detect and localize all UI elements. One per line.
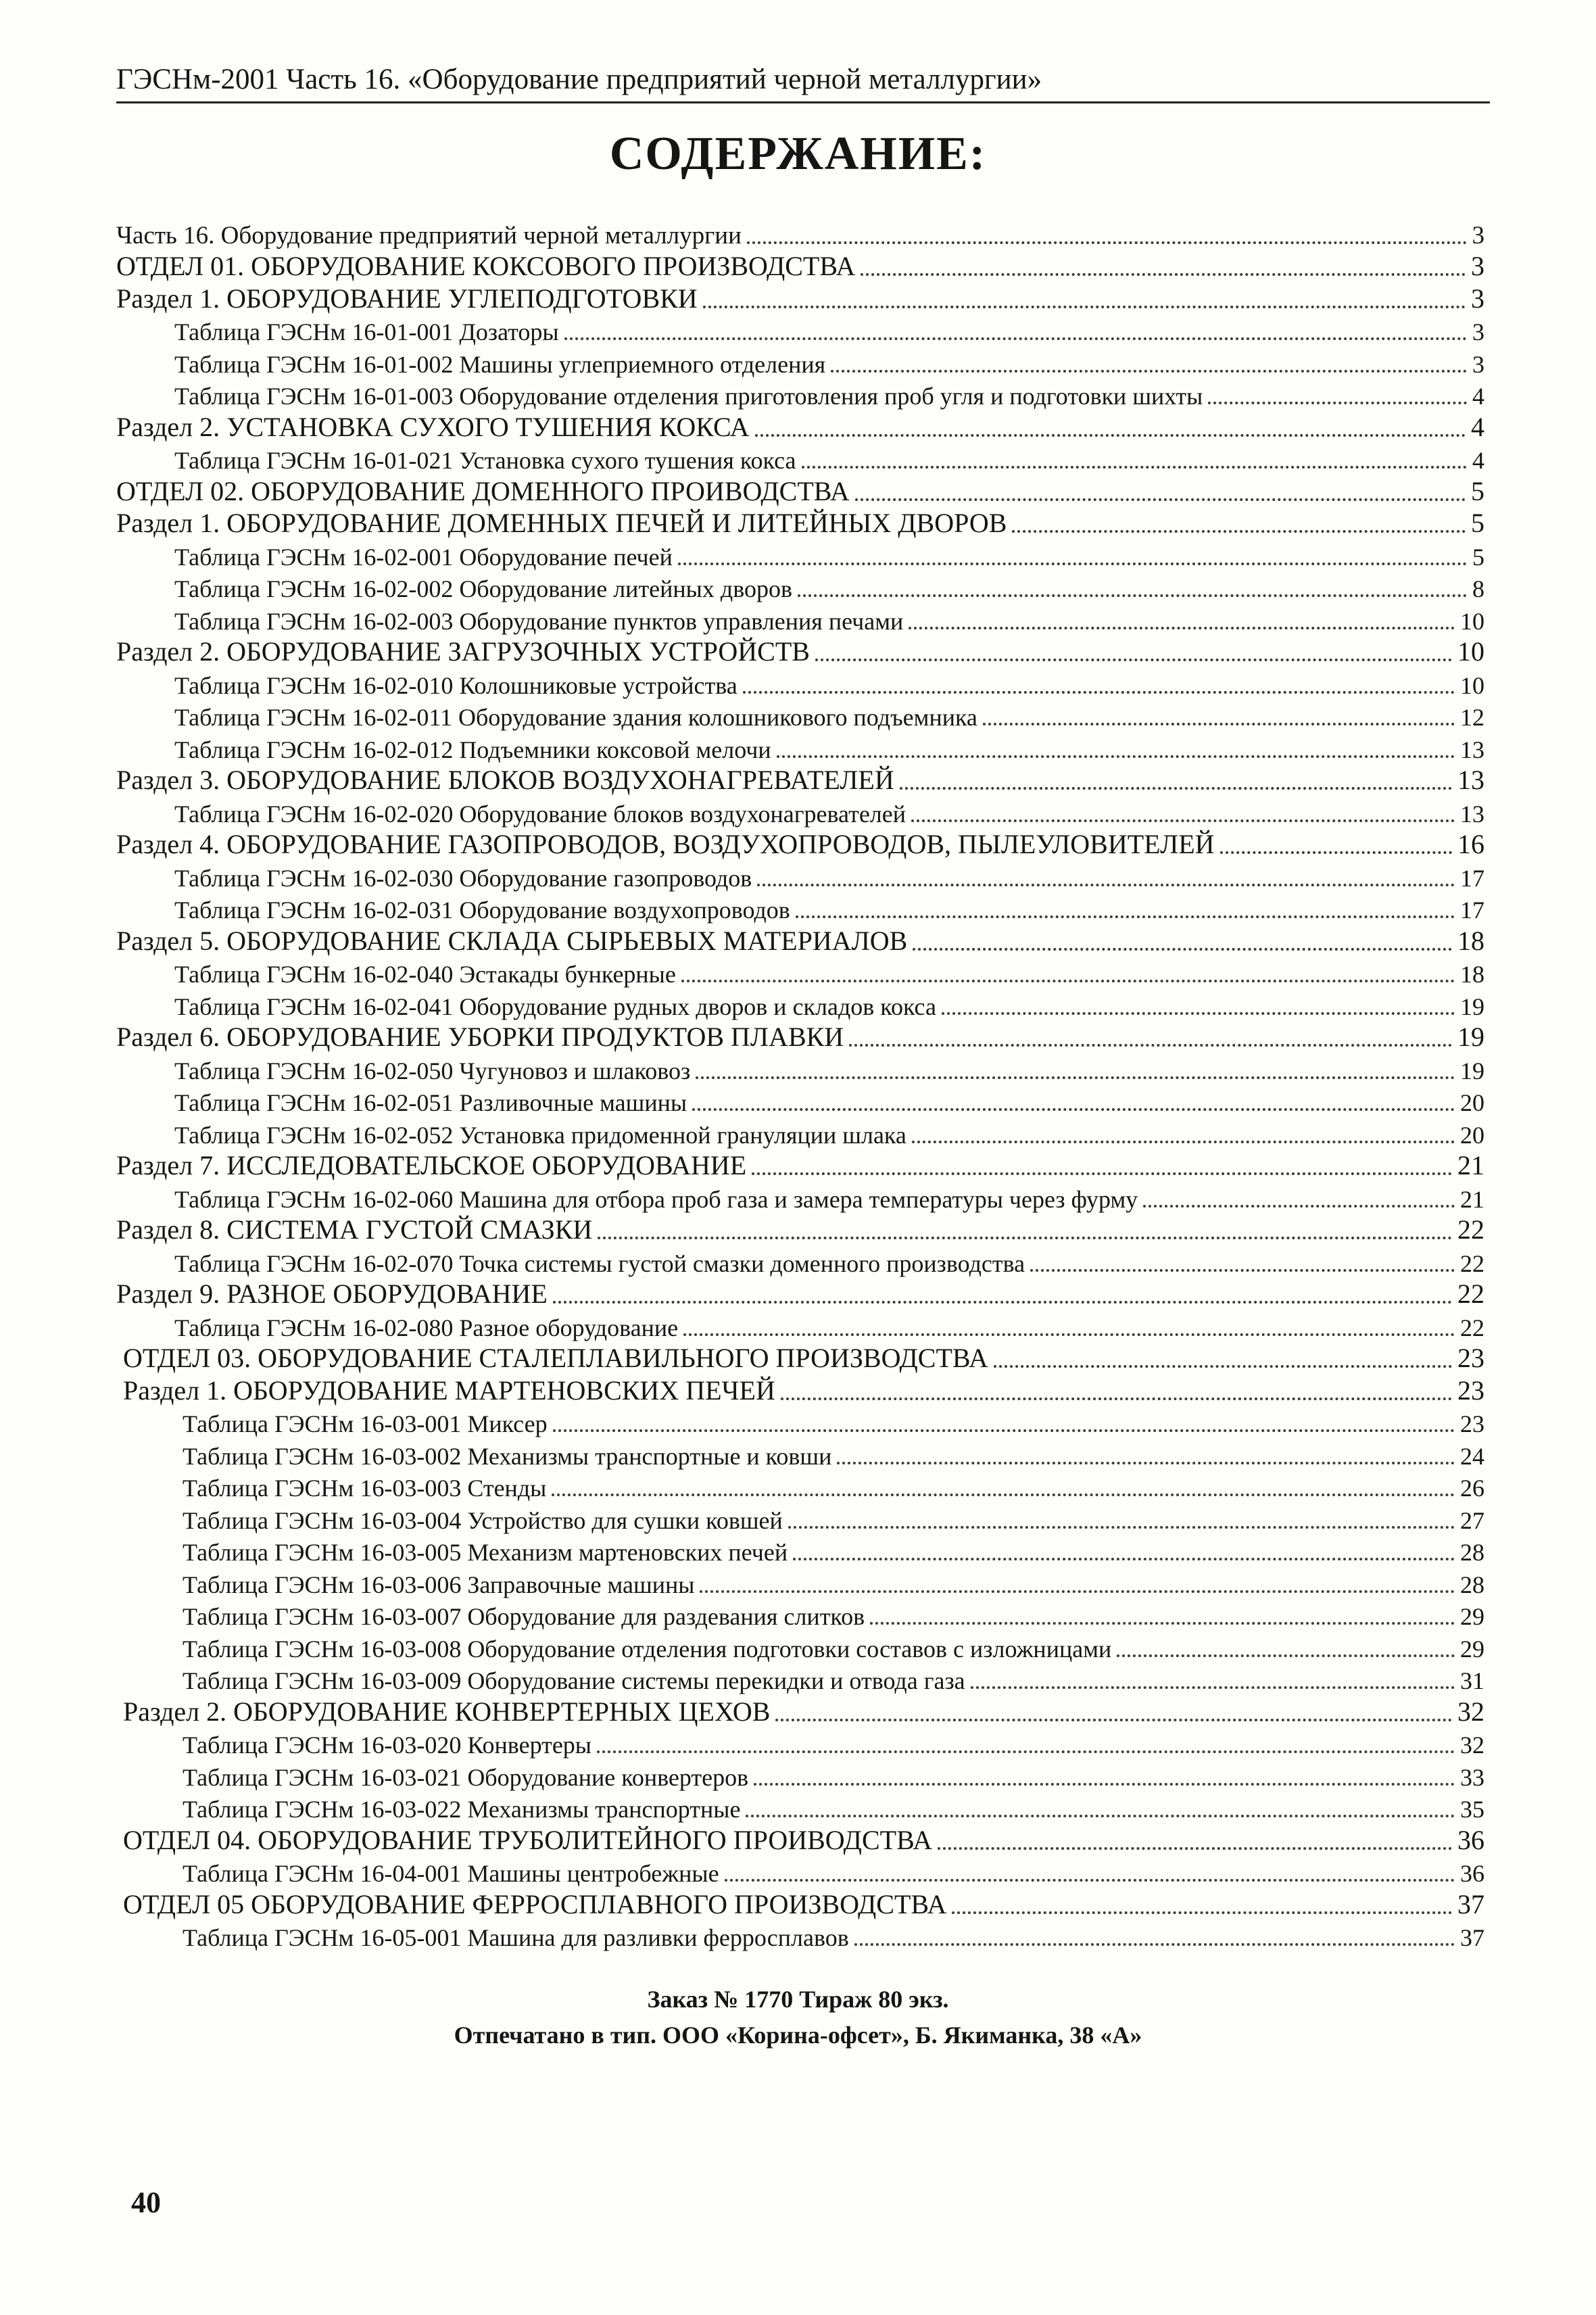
toc-entry xyxy=(123,1823,1484,1856)
toc-entry xyxy=(183,1856,1484,1888)
toc-entry-title: Таблица ГЭСНм 16-01-003 Оборудование отделения приготовления проб угля и подготовки шихты xyxy=(174,383,1203,410)
toc-leader-dots xyxy=(597,1750,1455,1753)
toc-entry-page: 32 xyxy=(1460,1732,1484,1759)
toc-entry xyxy=(183,1406,1484,1439)
toc-entry-title: Раздел 7. ИССЛЕДОВАТЕЛЬСКОЕ ОБОРУДОВАНИЕ xyxy=(116,1150,747,1180)
toc-leader-dots xyxy=(870,1622,1455,1625)
toc-entry-page: 13 xyxy=(1460,800,1484,828)
toc-entry-page: 5 xyxy=(1471,508,1484,538)
toc-entry xyxy=(116,410,1484,443)
toc-entry xyxy=(116,1021,1484,1053)
toc-entry-page: 28 xyxy=(1460,1571,1484,1598)
toc-entry-title: Таблица ГЭСНм 16-02-011 Оборудование здания колошникового подъемника xyxy=(174,704,977,731)
toc-leader-dots xyxy=(994,1365,1452,1368)
toc-entry xyxy=(123,1888,1484,1920)
toc-entry-page: 22 xyxy=(1457,1214,1484,1245)
toc-entry xyxy=(174,1245,1484,1278)
toc-entry-page: 20 xyxy=(1460,1121,1484,1149)
toc-leader-dots xyxy=(802,466,1468,469)
toc-entry-page: 13 xyxy=(1457,765,1484,795)
toc-entry-title: Таблица ГЭСНм 16-03-009 Оборудование системы перекидки и отвода газа xyxy=(183,1667,965,1694)
toc-entry-title: Таблица ГЭСНм 16-03-022 Механизмы транспортные xyxy=(183,1796,741,1823)
toc-entry xyxy=(174,314,1484,347)
toc-leader-dots xyxy=(743,691,1455,694)
toc-entry xyxy=(174,571,1484,604)
toc-entry-page: 36 xyxy=(1457,1824,1484,1855)
toc-entry-page: 28 xyxy=(1460,1539,1484,1566)
toc-entry-page: 10 xyxy=(1460,671,1484,699)
toc-leader-dots xyxy=(678,563,1467,565)
toc-leader-dots xyxy=(552,1494,1455,1496)
toc-entry xyxy=(116,828,1484,861)
toc-entry-page: 4 xyxy=(1472,447,1484,474)
toc-leader-dots xyxy=(564,337,1467,340)
toc-leader-dots xyxy=(938,1847,1452,1850)
toc-entry xyxy=(123,1695,1484,1727)
toc-entry xyxy=(116,764,1484,796)
toc-leader-dots xyxy=(831,370,1467,373)
toc-entry-page: 33 xyxy=(1460,1763,1484,1791)
toc-entry xyxy=(116,507,1484,540)
toc-entry-title: Таблица ГЭСНм 16-02-001 Оборудование печей xyxy=(174,543,673,571)
toc-entry xyxy=(174,603,1484,636)
toc-entry-page: 29 xyxy=(1460,1603,1484,1630)
toc-entry-page: 27 xyxy=(1460,1506,1484,1534)
toc-entry-page: 19 xyxy=(1460,1057,1484,1084)
toc-entry xyxy=(183,1567,1484,1599)
toc-entry xyxy=(174,892,1484,925)
toc-entry xyxy=(116,1278,1484,1310)
toc-entry-title: ОТДЕЛ 04. ОБОРУДОВАНИЕ ТРУБОЛИТЕЙНОГО ПРОИВОДСТВА xyxy=(123,1824,933,1855)
toc-entry xyxy=(116,1214,1484,1246)
toc-entry-title: Таблица ГЭСНм 16-02-003 Оборудование пунктов управления печами xyxy=(174,607,904,635)
toc-entry-title: Раздел 2. ОБОРУДОВАНИЕ ЗАГРУЗОЧНЫХ УСТРОЙСТВ xyxy=(116,636,810,667)
toc-entry-page: 3 xyxy=(1472,318,1484,345)
page-title: СОДЕРЖАНИЕ: xyxy=(609,128,987,180)
toc-leader-dots xyxy=(911,819,1455,822)
toc-entry xyxy=(183,1438,1484,1471)
toc-leader-dots xyxy=(725,1879,1455,1882)
toc-entry-page: 12 xyxy=(1460,704,1484,731)
toc-entry xyxy=(123,1342,1484,1375)
toc-leader-dots xyxy=(912,1141,1455,1143)
toc-entry-page: 23 xyxy=(1460,1410,1484,1437)
toc-entry-title: Таблица ГЭСНм 16-05-001 Машина для разливки ферросплавов xyxy=(183,1924,849,1951)
toc-entry-title: Таблица ГЭСНм 16-03-020 Конвертеры xyxy=(183,1732,591,1759)
toc-entry-page: 3 xyxy=(1471,283,1484,314)
toc-entry-title: Таблица ГЭСНм 16-02-002 Оборудование литейных дворов xyxy=(174,575,792,602)
toc-entry-title: Таблица ГЭСНм 16-03-008 Оборудование отделения подготовки составов с изложницами xyxy=(183,1635,1112,1663)
toc-leader-dots xyxy=(788,1526,1455,1529)
toc-entry xyxy=(174,860,1484,892)
toc-entry xyxy=(183,1502,1484,1535)
imprint-order-line: Заказ № 1770 Тираж 80 экз. xyxy=(647,1986,949,2013)
toc-leader-dots xyxy=(754,1783,1455,1786)
toc-entry-title: ОТДЕЛ 01. ОБОРУДОВАНИЕ КОКСОВОГО ПРОИЗВОДСТВА xyxy=(116,251,856,281)
toc-entry-title: Таблица ГЭСНм 16-01-001 Дозаторы xyxy=(174,318,559,345)
toc-entry-title: Таблица ГЭСНм 16-03-021 Оборудование конвертеров xyxy=(183,1763,749,1791)
toc-leader-dots xyxy=(777,755,1455,758)
toc-entry-title: Таблица ГЭСНм 16-01-002 Машины углеприемного отделения xyxy=(174,350,826,378)
toc-entry-page: 37 xyxy=(1460,1924,1484,1951)
toc-entry xyxy=(183,1727,1484,1760)
toc-leader-dots xyxy=(798,594,1467,597)
toc-entry xyxy=(116,282,1484,314)
toc-entry xyxy=(174,957,1484,989)
toc-leader-dots xyxy=(775,1719,1452,1721)
toc-entry-title: Таблица ГЭСНм 16-03-005 Механизм мартеновских печей xyxy=(183,1539,788,1566)
toc-leader-dots xyxy=(900,787,1452,790)
toc-entry-title: Часть 16. Оборудование предприятий черной металлургии xyxy=(116,221,742,249)
toc-leader-dots xyxy=(696,1076,1455,1079)
toc-entry-title: Таблица ГЭСНм 16-02-010 Колошниковые устройства xyxy=(174,671,737,699)
toc-leader-dots xyxy=(952,1911,1452,1914)
toc-entry-title: Таблица ГЭСНм 16-02-012 Подъемники коксовой мелочи xyxy=(174,736,771,763)
toc-leader-dots xyxy=(861,273,1466,276)
toc-leader-dots xyxy=(703,306,1466,308)
toc-entry-title: Таблица ГЭСНм 16-02-050 Чугуновоз и шлаковоз xyxy=(174,1057,691,1084)
toc-leader-dots xyxy=(854,1943,1455,1946)
toc-entry-page: 20 xyxy=(1460,1089,1484,1116)
toc-entry-title: Раздел 3. ОБОРУДОВАНИЕ БЛОКОВ ВОЗДУХОНАГРЕВАТЕЛЕЙ xyxy=(116,765,894,795)
toc-entry-page: 17 xyxy=(1460,864,1484,892)
toc-entry-title: ОТДЕЛ 03. ОБОРУДОВАНИЕ СТАЛЕПЛАВИЛЬНОГО ПРОИЗВОДСТВА xyxy=(123,1343,988,1373)
imprint-printer-line: Отпечатано в тип. ООО «Корина-офсет», Б. Якиманка, 38 «А» xyxy=(454,2022,1142,2049)
toc-entry xyxy=(174,988,1484,1021)
toc-entry xyxy=(116,475,1484,507)
toc-entry-page: 19 xyxy=(1460,993,1484,1020)
toc-entry xyxy=(183,1599,1484,1631)
toc-entry-title: Таблица ГЭСНм 16-02-052 Установка придоменной грануляции шлака xyxy=(174,1121,906,1149)
toc-entry-title: Раздел 5. ОБОРУДОВАНИЕ СКЛАДА СЫРЬЕВЫХ МАТЕРИАЛОВ xyxy=(116,925,908,956)
toc-entry xyxy=(174,346,1484,379)
toc-entry xyxy=(116,250,1484,283)
toc-entry-title: Таблица ГЭСНм 16-02-040 Эстакады бункерные xyxy=(174,961,676,988)
toc-entry xyxy=(174,796,1484,828)
toc-leader-dots xyxy=(1117,1654,1455,1657)
toc-entry-page: 23 xyxy=(1457,1375,1484,1406)
toc-leader-dots xyxy=(598,1237,1452,1239)
toc-entry-page: 3 xyxy=(1472,350,1484,378)
toc-entry-page: 22 xyxy=(1460,1314,1484,1341)
toc-leader-dots xyxy=(700,1590,1455,1593)
toc-leader-dots xyxy=(1208,402,1467,404)
toc-entry xyxy=(174,732,1484,764)
toc-entry-page: 5 xyxy=(1472,543,1484,571)
toc-entry-title: Таблица ГЭСНм 16-02-070 Точка системы густой смазки доменного производства xyxy=(174,1249,1025,1277)
toc-entry xyxy=(116,218,1484,250)
toc-entry xyxy=(116,636,1484,668)
toc-entry xyxy=(116,1149,1484,1182)
toc-entry-title: Таблица ГЭСНм 16-02-031 Оборудование воздухопроводов xyxy=(174,897,790,924)
toc-entry-page: 5 xyxy=(1471,475,1484,506)
toc-leader-dots xyxy=(681,980,1455,982)
toc-entry-title: Таблица ГЭСНм 16-02-020 Оборудование блоков воздухонагревателей xyxy=(174,800,906,828)
toc-entry-page: 29 xyxy=(1460,1635,1484,1663)
table-of-contents xyxy=(0,218,1596,1952)
toc-entry-title: Раздел 4. ОБОРУДОВАНИЕ ГАЗОПРОВОДОВ, ВОЗДУХОПРОВОДОВ, ПЫЛЕУЛОВИТЕЛЕЙ xyxy=(116,829,1215,859)
toc-entry-page: 17 xyxy=(1460,897,1484,924)
toc-leader-dots xyxy=(796,915,1455,918)
toc-leader-dots xyxy=(849,1044,1452,1047)
toc-entry-title: Раздел 9. РАЗНОЕ ОБОРУДОВАНИЕ xyxy=(116,1279,548,1309)
toc-entry-title: Таблица ГЭСНм 16-01-021 Установка сухого тушения кокса xyxy=(174,447,796,474)
toc-leader-dots xyxy=(1012,530,1466,533)
toc-leader-dots xyxy=(1220,851,1452,854)
toc-leader-dots xyxy=(757,884,1455,886)
toc-leader-dots xyxy=(752,1172,1452,1175)
toc-entry-title: ОТДЕЛ 02. ОБОРУДОВАНИЕ ДОМЕННОГО ПРОИВОДСТВА xyxy=(116,475,850,506)
toc-entry-page: 35 xyxy=(1460,1796,1484,1823)
toc-entry-title: Таблица ГЭСНм 16-02-051 Разливочные машины xyxy=(174,1089,687,1116)
toc-entry-page: 4 xyxy=(1471,411,1484,442)
toc-entry-page: 37 xyxy=(1457,1888,1484,1919)
toc-entry-title: Таблица ГЭСНм 16-03-003 Стенды xyxy=(183,1475,547,1502)
toc-entry xyxy=(183,1535,1484,1567)
toc-entry-title: Таблица ГЭСНм 16-02-030 Оборудование газопроводов xyxy=(174,864,752,892)
toc-entry xyxy=(174,700,1484,732)
toc-leader-dots xyxy=(781,1398,1452,1400)
toc-leader-dots xyxy=(1143,1205,1455,1208)
toc-leader-dots xyxy=(553,1429,1455,1432)
toc-entry-title: Раздел 2. ОБОРУДОВАНИЕ КОНВЕРТЕРНЫХ ЦЕХОВ xyxy=(123,1696,771,1727)
page-number: 40 xyxy=(131,2186,161,2219)
toc-entry-page: 10 xyxy=(1460,607,1484,635)
toc-leader-dots xyxy=(983,723,1455,725)
toc-entry xyxy=(174,1085,1484,1118)
toc-entry-title: Таблица ГЭСНм 16-02-060 Машина для отбора проб газа и замера температуры через фурму xyxy=(174,1185,1138,1213)
running-header: ГЭСНм-2001 Часть 16. «Оборудование предприятий черной металлургии» xyxy=(116,64,1042,95)
toc-leader-dots xyxy=(909,627,1455,629)
toc-entry-title: Таблица ГЭСНм 16-03-006 Заправочные машины xyxy=(183,1571,695,1598)
toc-entry xyxy=(183,1792,1484,1824)
toc-entry-page: 26 xyxy=(1460,1475,1484,1502)
toc-entry-page: 24 xyxy=(1460,1442,1484,1470)
toc-entry-page: 22 xyxy=(1457,1279,1484,1309)
toc-entry-title: Таблица ГЭСНм 16-04-001 Машины центробежные xyxy=(183,1860,719,1887)
toc-leader-dots xyxy=(692,1108,1455,1111)
toc-entry-page: 18 xyxy=(1457,925,1484,956)
toc-entry xyxy=(183,1663,1484,1696)
toc-entry xyxy=(174,667,1484,700)
toc-entry-title: ОТДЕЛ 05 ОБОРУДОВАНИЕ ФЕРРОСПЛАВНОГО ПРОИЗВОДСТВА xyxy=(123,1888,947,1919)
toc-entry-title: Таблица ГЭСНм 16-03-001 Миксер xyxy=(183,1410,548,1437)
toc-leader-dots xyxy=(746,1815,1455,1817)
toc-entry xyxy=(183,1471,1484,1503)
toc-entry-page: 18 xyxy=(1460,961,1484,988)
toc-leader-dots xyxy=(815,659,1452,661)
toc-entry xyxy=(174,1310,1484,1342)
toc-leader-dots xyxy=(942,1012,1455,1015)
toc-entry-title: Раздел 1. ОБОРУДОВАНИЕ МАРТЕНОВСКИХ ПЕЧЕЙ xyxy=(123,1375,775,1406)
toc-entry-page: 21 xyxy=(1460,1185,1484,1213)
toc-leader-dots xyxy=(553,1301,1452,1304)
toc-entry xyxy=(183,1759,1484,1792)
toc-entry-title: Раздел 1. ОБОРУДОВАНИЕ УГЛЕПОДГОТОВКИ xyxy=(116,283,698,314)
toc-entry-title: Таблица ГЭСНм 16-03-007 Оборудование для раздевания слитков xyxy=(183,1603,865,1630)
toc-leader-dots xyxy=(683,1333,1455,1336)
toc-entry xyxy=(183,1631,1484,1663)
toc-entry-title: Раздел 8. СИСТЕМА ГУСТОЙ СМАЗКИ xyxy=(116,1214,593,1245)
toc-entry-page: 36 xyxy=(1460,1860,1484,1887)
toc-entry xyxy=(174,539,1484,571)
toc-leader-dots xyxy=(855,498,1466,501)
toc-entry-page: 10 xyxy=(1457,636,1484,667)
toc-entry-page: 8 xyxy=(1472,575,1484,602)
toc-entry xyxy=(174,443,1484,475)
toc-entry-title: Таблица ГЭСНм 16-02-080 Разное оборудование xyxy=(174,1314,679,1341)
toc-entry-page: 21 xyxy=(1457,1150,1484,1180)
toc-entry xyxy=(174,1117,1484,1149)
toc-entry-title: Таблица ГЭСНм 16-03-002 Механизмы транспортные и ковши xyxy=(183,1442,832,1470)
toc-entry-page: 3 xyxy=(1472,221,1484,249)
toc-entry-title: Раздел 2. УСТАНОВКА СУХОГО ТУШЕНИЯ КОКСА xyxy=(116,411,750,442)
toc-entry-page: 13 xyxy=(1460,736,1484,763)
toc-leader-dots xyxy=(913,948,1452,951)
toc-entry-page: 32 xyxy=(1457,1696,1484,1727)
header-rule xyxy=(116,101,1490,103)
toc-entry-title: Таблица ГЭСНм 16-03-004 Устройство для сушки ковшей xyxy=(183,1506,783,1534)
toc-leader-dots xyxy=(793,1558,1455,1560)
toc-leader-dots xyxy=(971,1686,1455,1689)
toc-entry xyxy=(123,1374,1484,1406)
toc-entry-title: Раздел 1. ОБОРУДОВАНИЕ ДОМЕННЫХ ПЕЧЕЙ И ЛИТЕЙНЫХ ДВОРОВ xyxy=(116,508,1007,538)
toc-entry-page: 4 xyxy=(1472,383,1484,410)
toc-entry-page: 16 xyxy=(1457,829,1484,859)
toc-entry xyxy=(183,1920,1484,1953)
toc-entry-title: Таблица ГЭСНм 16-02-041 Оборудование рудных дворов и складов кокса xyxy=(174,993,936,1020)
toc-entry-page: 22 xyxy=(1460,1249,1484,1277)
toc-entry-page: 23 xyxy=(1457,1343,1484,1373)
toc-leader-dots xyxy=(755,434,1466,437)
toc-leader-dots xyxy=(837,1462,1455,1464)
toc-leader-dots xyxy=(747,241,1467,244)
toc-entry-title: Раздел 6. ОБОРУДОВАНИЕ УБОРКИ ПРОДУКТОВ ПЛАВКИ xyxy=(116,1022,844,1052)
toc-entry xyxy=(174,379,1484,411)
toc-entry-page: 19 xyxy=(1457,1022,1484,1052)
toc-leader-dots xyxy=(1030,1269,1455,1272)
toc-entry xyxy=(116,924,1484,957)
toc-entry-page: 31 xyxy=(1460,1667,1484,1694)
toc-entry xyxy=(174,1053,1484,1085)
toc-entry xyxy=(174,1181,1484,1214)
toc-entry-page: 3 xyxy=(1471,251,1484,281)
